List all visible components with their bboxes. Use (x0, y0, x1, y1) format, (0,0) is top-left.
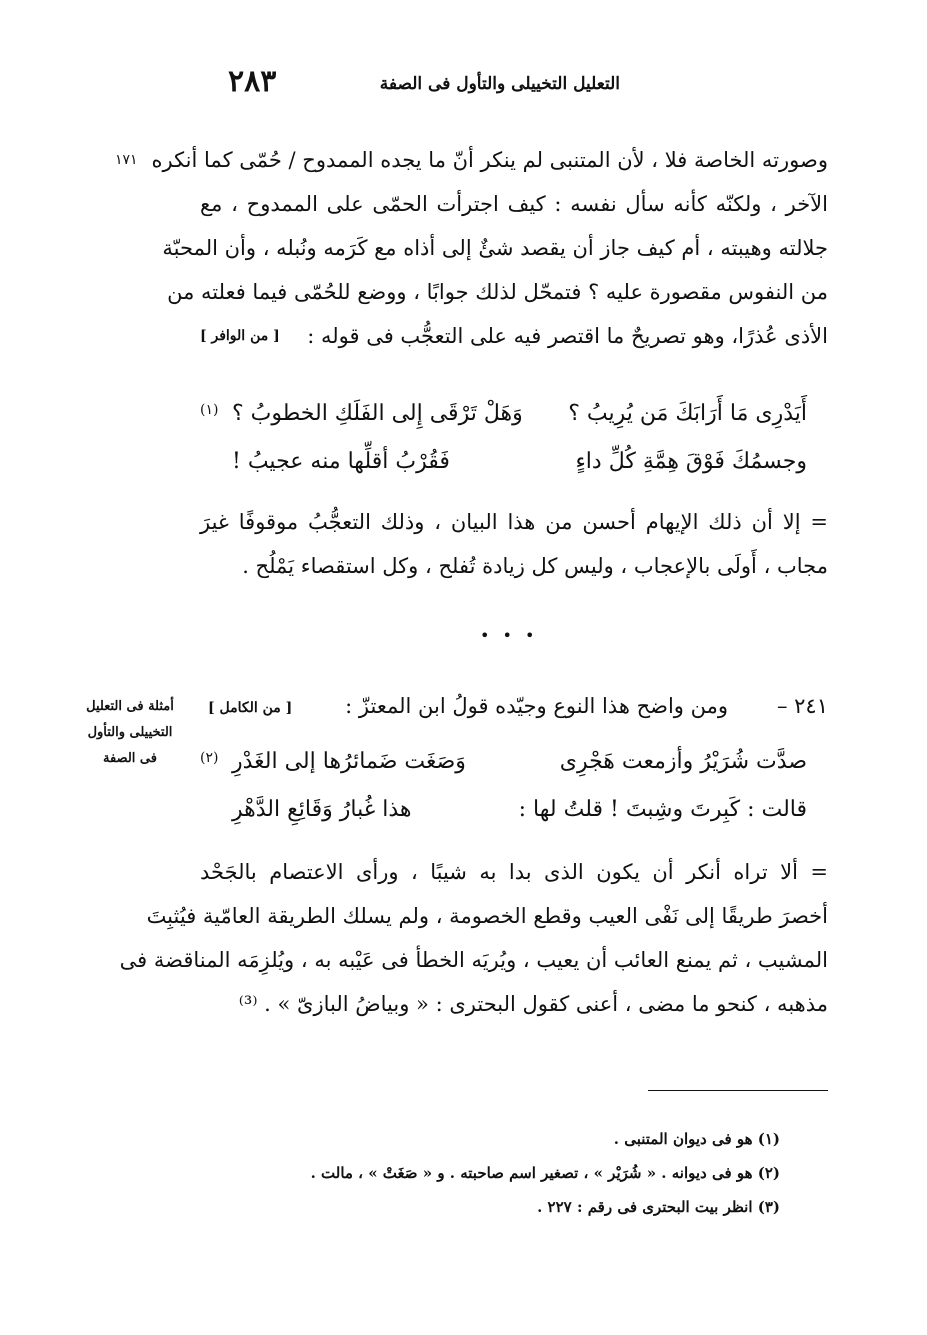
meter-label: [ من الوافر ] (200, 328, 280, 344)
page-header (200, 64, 620, 108)
text-line: وصورته الخاصة فلا ، لأن المتنبى لم ينكر أنّ ما يجده الممدوح / حُمّى كما أنكره (151, 148, 828, 172)
text-line: = إلا أن ذلك الإيهام أحسن من هذا البيان ، وذلك التعجُّبُ موقوفًا غيرَ (200, 510, 828, 534)
text-line: من النفوس مقصورة عليه ؟ فتمحّل لذلك جوابًا ، ووضع للحُمّى فيما فعلته من (167, 280, 828, 304)
text-line: الآخر ، ولكنّه كأنه سأل نفسه : كيف اجترأت الحمّى على الممدوح ، مع (200, 192, 828, 216)
text-line-with-meter (200, 314, 828, 358)
verse (232, 438, 807, 486)
footnotes (240, 1122, 780, 1224)
section-separator: • • • (480, 626, 539, 645)
margin-section-note (80, 694, 180, 772)
text-line: أخصرَ طريقًا إلى نَفْى العيب وقطع الخصومة ، ولم يسلك الطريقة العامّية فيُثبِتَ (146, 904, 828, 928)
footnote: (١) هو فى ديوان المتنبى . (613, 1130, 780, 1148)
footnote: (٣) انظر بيت البحترى فى رقم : ٢٢٧ . (537, 1198, 780, 1216)
page-number: ٢٨٣ (228, 64, 277, 99)
margin-note-line: التخييلى والتأول (87, 725, 173, 740)
text-line: مجاب ، أَولَى بالإعجاب ، وليس كل زيادة تُفلح ، وكل استقصاء يَمْلُح . (242, 554, 828, 578)
text-line: = ألا تراه أنكر أن يكون الذى بدا به شيبًا ، ورأى الاعتصام بالجَحْد (200, 860, 828, 884)
verse (232, 786, 807, 834)
meter-label: [ من الكامل ] (208, 700, 293, 716)
second-hemistich: هذا غُبارُ وَقَائِعِ الدَّهْرِ (232, 797, 412, 822)
margin-note-line: فى الصفة (103, 751, 157, 766)
verse (200, 738, 807, 786)
text-line: مذهبه ، كنحو ما مضى ، أعنى كقول البحترى : « وبياضُ البازىّ » . ⁽³⁾ (238, 992, 828, 1016)
paragraph-1 (151, 138, 828, 358)
margin-paragraph-number: ١٧١ (115, 152, 138, 168)
second-hemistich: وَهَلْ تَرْقَى إِلى الفَلَكِ الخطوبُ ؟ (232, 401, 523, 426)
example-number: ٢٤١ – (776, 694, 828, 718)
footnote-marker: (٢) (200, 750, 219, 766)
footnote-divider (648, 1090, 828, 1091)
example-heading (200, 686, 828, 726)
first-hemistich: وجسمُكَ فَوْقَ هِمَّةِ كُلِّ داءٍ (575, 449, 807, 474)
second-hemistich: فَقُرْبُ أقلِّها منه عجيبُ ! (232, 449, 450, 474)
text-line: الأذى عُذرًا، وهو تصريحٌ ما اقتصر فيه على التعجُّب فى قوله : (307, 324, 828, 348)
paragraph-2 (200, 500, 828, 588)
example-intro: ومن واضح هذا النوع وجيّده قولُ ابن المعتزّ : (345, 694, 728, 718)
first-hemistich: صدَّت شُرَيْرُ وأزمعت هَجْرِى (559, 749, 807, 774)
poem-verses-1 (200, 390, 807, 486)
running-title: التعليل التخييلى والتأول فى الصفة (379, 74, 620, 94)
footnote: (٢) هو فى ديوانه . « شُرَيْر » ، تصغير اسم صاحبته . و « صَغَتْ » ، مالت . (310, 1164, 780, 1182)
text-line: جلالته وهيبته ، أم كيف جاز أن يقصد شئٌ إلى أذاه مع كَرَمه ونُبله ، وأن المحبّة (162, 236, 828, 260)
second-hemistich: وَصَغَت ضَمائرُها إلى الغَدْرِ (232, 749, 466, 774)
text-line: المشيب ، ثم يمنع العائب أن يعيب ، ويُريَه الخطأ فى عَيْبه به ، ويُلزِمَه المناقضة فى (119, 948, 828, 972)
poem-verses-2 (200, 738, 807, 834)
footnote-marker: (١) (200, 402, 219, 418)
first-hemistich: قالت : كَبِرتَ وشِبتَ ! قلتُ لها : (518, 797, 807, 822)
first-hemistich: أَيَدْرِى مَا أَرَابَكَ مَن يُرِيبُ ؟ (568, 401, 807, 426)
verse (200, 390, 807, 438)
margin-note-line: أمثلة فى التعليل (86, 699, 174, 714)
paragraph-3 (119, 850, 828, 1026)
